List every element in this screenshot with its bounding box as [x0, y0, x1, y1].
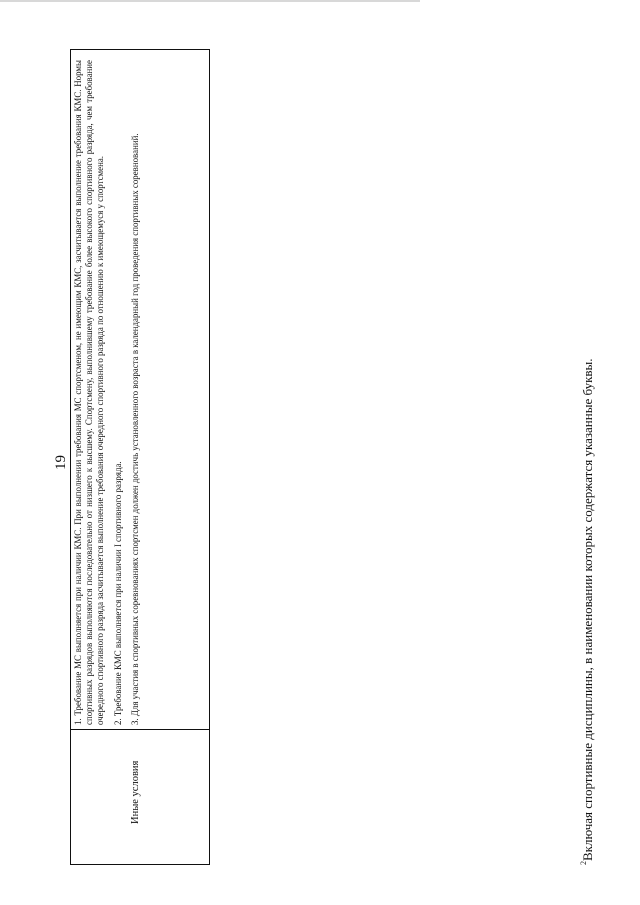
footnote-text: Включая спортивные дисциплины, в наименовании которых содержатся указанные буквы. — [580, 358, 595, 861]
row-label: Иные условия — [130, 760, 141, 824]
conditions-table — [70, 49, 210, 865]
row-label-cell — [71, 729, 209, 864]
condition-paragraph-1: 1. Требование МС выполняется при наличии КМС. При выполнении требования МС спортсменом, не имеющим КМС, засчитывается выполнение требования КМС. Нормы спортивных разрядов выполняются последовательно от низшего к высшему. Спортсмену, выполнившему требование более высокого спортивного разряда, чем требование очередного спортивного разряда засчитывается выполнение требования очередного спортивного разряда по отношению к имеющемуся у спортсмена. — [73, 60, 106, 725]
condition-paragraph-3: 3. Для участия в спортивных соревнованиях спортсмен должен достичь установленного возраста в календарный год проведения спортивных соревнований. — [129, 133, 140, 725]
footnote-marker: 2 — [579, 861, 588, 865]
page-number: 19 — [53, 455, 69, 470]
conditions-cell — [71, 50, 209, 729]
condition-paragraph-2: 2. Требование КМС выполняется при наличии I спортивного разряда. — [112, 461, 123, 725]
footnote — [576, 358, 596, 865]
